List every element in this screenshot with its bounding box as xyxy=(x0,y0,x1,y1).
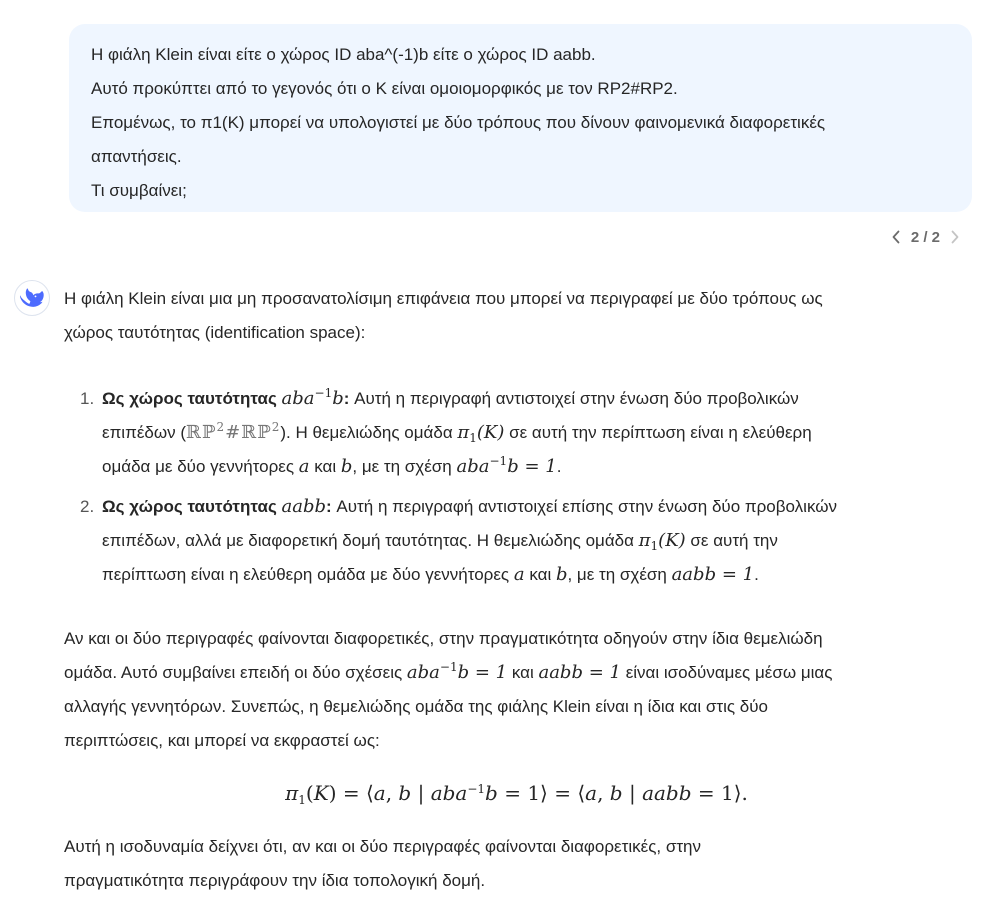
list-item: 1. Ως χώρος ταυτότητας aba$^{-1}$b: Αυτή η περιγραφή αντιστοιχεί στην ένωση δύο προβολικών επιπέδων (ℝℙ$^2$#ℝℙ$^2$). Η θεμελιώδης ομάδα $\pi_1(K)$ σε αυτή την περίπτωση είναι η ελεύθερη ομάδα με δύο γεννήτορες a και b, με τη σχέση aba$^{-1}$b = 1. xyxy=(64,382,969,484)
user-message-bubble xyxy=(69,24,972,212)
paragraph-line: ομάδα. Αυτό συμβαίνει επειδή οι δύο σχέσεις xyxy=(64,663,407,682)
paragraph-line: Αυτή η ισοδυναμία δείχνει ότι, αν και οι δύο περιγραφές φαίνονται διαφορετικές, στην xyxy=(64,837,702,856)
chevron-left-icon[interactable] xyxy=(889,230,903,244)
user-message-line: απαντήσεις. xyxy=(91,147,182,166)
intro-paragraph xyxy=(64,282,969,350)
paragraph-line: πραγματικότητα περιγράφουν την ίδια τοπολογική δομή. xyxy=(64,871,486,890)
item-heading: Ως χώρος ταυτότητας aabb: xyxy=(102,496,332,517)
explanation-paragraph: Αν και οι δύο περιγραφές φαίνονται διαφορετικές, στην πραγματικότητα οδηγούν στην ίδια θεμελιώδη ομάδα. Αυτό συμβαίνει επειδή οι δύο σχέσεις aba$^{-1}$b = 1 και aabb = 1 είναι ισοδύναμες μέσω μιας αλλαγής γεννητόρων. Συνεπώς, η θεμελιώδης ομάδα της φιάλης Klein είναι η ίδια και στις δύο περιπτώσεις, και μπορεί να εκφραστεί ως: xyxy=(64,629,833,750)
math-relation: aabb = 1 xyxy=(671,564,755,585)
item-text: Αυτή η περιγραφή αντιστοιχεί στην ένωση δύο προβολικών xyxy=(349,389,799,408)
paragraph-line: Αν και οι δύο περιγραφές φαίνονται διαφορετικές, στην πραγματικότητα οδηγούν στην ίδια θεμελιώδη xyxy=(64,629,823,648)
identification-list xyxy=(64,382,969,592)
math-pi1: $\pi_1(K)$ xyxy=(457,422,505,445)
intro-line: Η φιάλη Klein είναι μια μη προσανατολίσιμη επιφάνεια που μπορεί να περιγραφεί με δύο τρόπους ως xyxy=(64,289,823,308)
item-text: ομάδα με δύο γεννήτορες xyxy=(102,457,299,476)
paragraph-line: αλλαγής γεννητόρων. Συνεπώς, η θεμελιώδης ομάδα της φιάλης Klein είναι η ίδια και στις δύο xyxy=(64,697,768,716)
list-number: 1. xyxy=(80,389,95,408)
list-number: 2. xyxy=(80,497,95,516)
fundamental-group-formula: $\pi_1(K)$ = ⟨a, b | aba$^{-1}$b = 1⟩ = ⟨a, b | aabb = 1⟩. xyxy=(285,781,748,807)
item-heading: Ως χώρος ταυτότητας aba$^{-1}$b: xyxy=(102,386,350,409)
item-text: σε αυτή την περίπτωση είναι η ελεύθερη xyxy=(504,423,812,442)
user-message-line: Τι συμβαίνει; xyxy=(91,181,187,200)
user-message-line: Η φιάλη Klein είναι είτε ο χώρος ID aba^(-1)b είτε ο χώρος ID aabb. xyxy=(91,45,596,64)
list-item: 2. Ως χώρος ταυτότητας aabb: Αυτή η περιγραφή αντιστοιχεί επίσης στην ένωση δύο προβολικών επιπέδων, αλλά με διαφορετική δομή ταυτότητας. Η θεμελιώδης ομάδα $\pi_1(K)$ σε αυτή την περίπτωση είναι η ελεύθερη ομάδα με δύο γεννήτορες a και b, με τη σχέση aabb = 1. xyxy=(64,490,969,592)
item-text: Αυτή η περιγραφή αντιστοιχεί επίσης στην ένωση δύο προβολικών xyxy=(331,497,838,516)
user-message-line: Επομένως, το π1(K) μπορεί να υπολογιστεί με δύο τρόπους που δίνουν φαινομενικά διαφορετικές xyxy=(91,113,826,132)
user-message-line: Αυτό προκύπτει από το γεγονός ότι ο K είναι ομοιομορφικός με τον RP2#RP2. xyxy=(91,79,678,98)
chevron-right-icon[interactable] xyxy=(948,230,962,244)
whale-logo-icon xyxy=(20,288,44,308)
assistant-message xyxy=(64,282,969,898)
conclusion-paragraph xyxy=(64,830,969,898)
math-pi1: $\pi_1(K)$ xyxy=(638,530,686,553)
item-text: επιπέδων, αλλά με διαφορετική δομή ταυτότητας. Η θεμελιώδης ομάδα xyxy=(102,531,639,550)
pager-count: 2 / 2 xyxy=(910,228,940,246)
message-version-pager xyxy=(889,226,962,248)
math-relation: aabb = 1 xyxy=(538,662,621,683)
item-text: επιπέδων ( xyxy=(102,423,187,442)
intro-line: χώρος ταυτότητας (identification space): xyxy=(64,323,366,342)
paragraph-line: περιπτώσεις, και μπορεί να εκφραστεί ως: xyxy=(64,731,380,750)
item-text: σε αυτή την xyxy=(685,531,778,550)
assistant-avatar xyxy=(14,280,50,316)
math-rp2-sum: ℝℙ$^2$#ℝℙ$^2$ xyxy=(186,420,281,443)
math-relation: aba$^{-1}$b = 1 xyxy=(456,454,557,477)
math-relation: aba$^{-1}$b = 1 xyxy=(406,660,508,683)
item-text: ). Η θεμελιώδης ομάδα xyxy=(280,423,458,442)
item-text: περίπτωση είναι η ελεύθερη ομάδα με δύο γεννήτορες xyxy=(102,565,514,584)
